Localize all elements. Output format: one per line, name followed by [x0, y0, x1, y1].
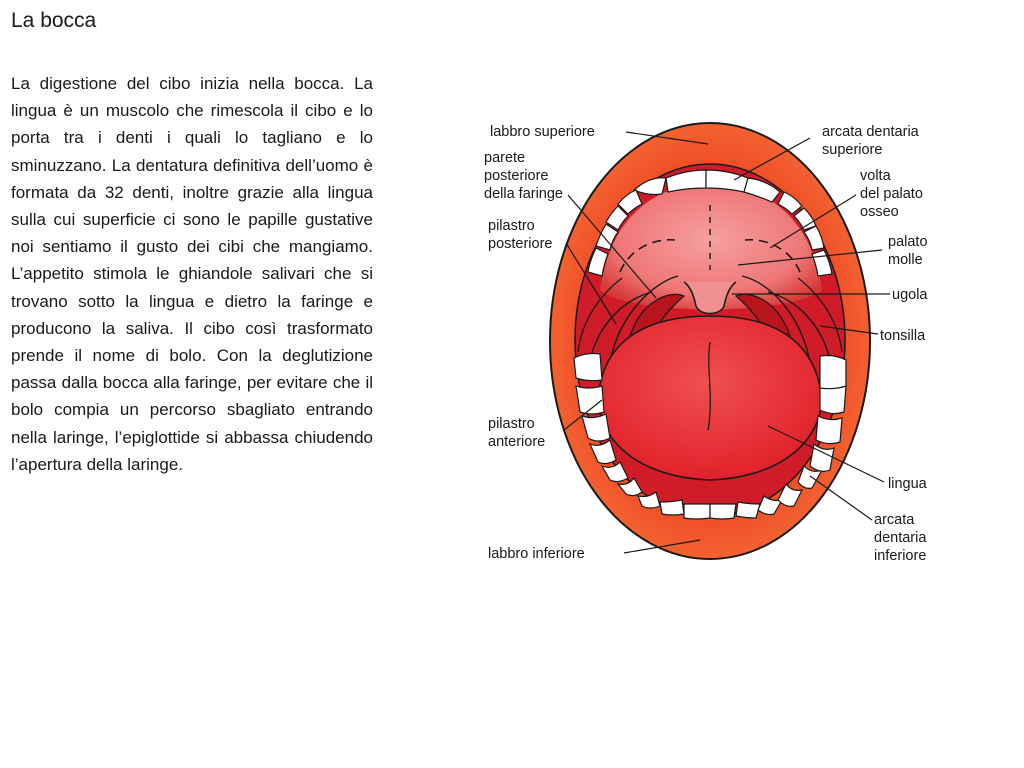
- label-lingua: lingua: [888, 476, 927, 492]
- label-arcata-superiore-line1: arcata dentaria: [822, 124, 919, 140]
- label-arcata-inferiore-line1: arcata: [874, 512, 915, 528]
- label-ugola: ugola: [892, 287, 928, 303]
- label-labbro-inferiore: labbro inferiore: [488, 546, 585, 562]
- label-pilastro-anteriore-line1: pilastro: [488, 416, 535, 432]
- label-volta-line1: volta: [860, 168, 891, 184]
- label-volta-line3: osseo: [860, 204, 899, 220]
- label-pilastro-posteriore-line2: posteriore: [488, 236, 553, 252]
- label-parete-line1: parete: [484, 150, 526, 166]
- label-parete-line3: della faringe: [484, 186, 563, 202]
- label-palato-molle-line2: molle: [888, 252, 923, 268]
- label-parete-line2: posteriore: [484, 168, 549, 184]
- label-volta-line2: del palato: [860, 186, 923, 202]
- label-labbro-superiore: labbro superiore: [490, 124, 595, 140]
- body-text: La digestione del cibo inizia nella bocca. La lingua è un muscolo che rimescola il cibo e lo porta tra i denti i quali lo tagliano e lo sminuzzano. La dentatura definitiva dell’uomo è formata da 32 denti, inoltre grazie alla lingua sulla cui superficie ci sono le papille gustative noi sentiamo il gusto dei cibi che mangiamo. L’appetito stimola le ghiandole salivari che si trovano sotto la lingua e dietro la faringe e producono la saliva. Il cibo così trasformato prende il nome di bolo. Con la deglutizione passa dalla bocca alla faringe, per evitare che il bolo compia un percorso sbagliato entrando nella laringe, l’epiglottide si abbassa chiudendo l’apertura della laringe.: [11, 74, 373, 474]
- label-pilastro-anteriore-line2: anteriore: [488, 434, 546, 450]
- label-arcata-superiore-line2: superiore: [822, 142, 883, 158]
- label-palato-molle-line1: palato: [888, 234, 928, 250]
- label-tonsilla: tonsilla: [880, 328, 926, 344]
- label-arcata-inferiore-line2: dentaria: [874, 530, 927, 546]
- label-arcata-inferiore-line3: inferiore: [874, 548, 927, 564]
- mouth-diagram: [470, 100, 970, 580]
- slide-title: La bocca: [11, 9, 97, 32]
- label-pilastro-posteriore-line1: pilastro: [488, 218, 535, 234]
- mouth-diagram-svg: [470, 100, 970, 580]
